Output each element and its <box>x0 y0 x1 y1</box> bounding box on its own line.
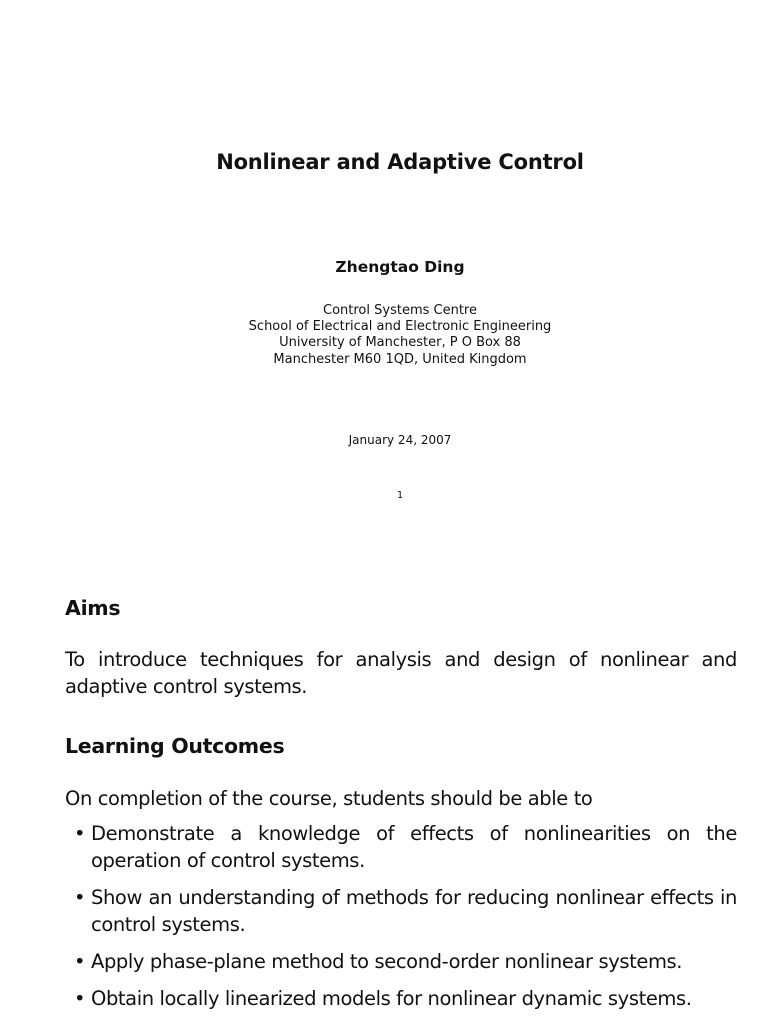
affiliation-line: Control Systems Centre <box>323 303 477 318</box>
bullet-icon: • <box>74 886 86 909</box>
learning-outcomes-intro: On completion of the course, students should be able to <box>65 787 593 810</box>
affiliation-line: School of Electrical and Electronic Engineering <box>248 319 552 335</box>
list-item <box>74 884 737 938</box>
page-number: 1 <box>396 490 404 501</box>
affiliation-block <box>0 303 768 368</box>
document-date: January 24, 2007 <box>348 433 452 447</box>
bullet-icon: • <box>74 987 86 1010</box>
learning-outcomes-heading: Learning Outcomes <box>65 734 285 758</box>
list-item <box>74 948 737 975</box>
outcome-text: Show an understanding of methods for reducing nonlinear effects in control systems. <box>91 886 737 936</box>
outcome-text: Apply phase-plane method to second-order nonlinear systems. <box>91 950 683 973</box>
outcome-text: Demonstrate a knowledge of effects of nonlinearities on the operation of control systems. <box>91 822 737 872</box>
list-item <box>74 820 737 874</box>
bullet-icon: • <box>74 950 86 973</box>
aims-heading: Aims <box>65 596 121 620</box>
document-title: Nonlinear and Adaptive Control <box>216 150 584 174</box>
aims-text: To introduce techniques for analysis and design of nonlinear and adaptive control systems. <box>65 648 737 698</box>
bullet-icon: • <box>74 822 86 845</box>
affiliation-line: Manchester M60 1QD, United Kingdom <box>273 351 527 367</box>
learning-outcomes-list <box>74 820 737 1022</box>
list-item <box>74 985 737 1012</box>
outcome-text: Obtain locally linearized models for nonlinear dynamic systems. <box>91 987 692 1010</box>
affiliation-line: University of Manchester, P O Box 88 <box>279 335 521 351</box>
author-name: Zhengtao Ding <box>335 258 465 276</box>
